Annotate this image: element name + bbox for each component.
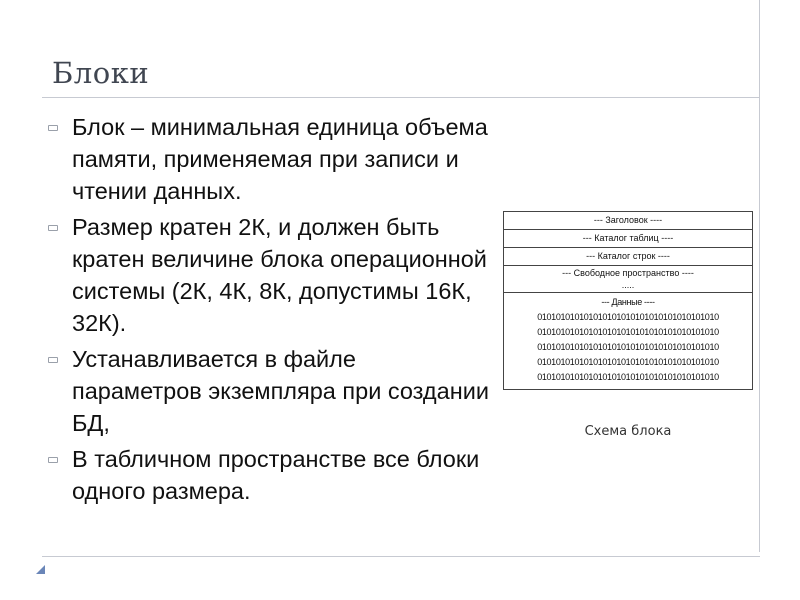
bullet-text: Размер кратен 2К, и должен быть кратен величине блока операционной системы (2К, 4К, 8К, допустимы 16К, 32К). bbox=[72, 214, 487, 336]
bullet-text: Устанавливается в файле параметров экземпляра при создании БД, bbox=[72, 346, 489, 436]
free-space-dots: ..... bbox=[621, 280, 635, 290]
frame-top-line bbox=[42, 97, 760, 98]
data-bits-row: 010101010101010101010101010101010101010 bbox=[537, 372, 719, 382]
bullet-item bbox=[46, 211, 492, 339]
data-label: --- Данные ---- bbox=[601, 297, 655, 307]
row-catalog-segment: --- Каталог строк ---- bbox=[504, 248, 752, 266]
frame-bottom-line bbox=[42, 556, 760, 557]
data-bits-row: 010101010101010101010101010101010101010 bbox=[537, 312, 719, 322]
free-space-label: --- Свободное пространство ---- bbox=[562, 268, 694, 278]
table-catalog-segment: --- Каталог таблиц ---- bbox=[504, 230, 752, 248]
bullet-text: В табличном пространстве все блоки одного размера. bbox=[72, 446, 480, 504]
data-bits-row: 010101010101010101010101010101010101010 bbox=[537, 327, 719, 337]
bullet-icon bbox=[48, 225, 58, 231]
bullet-item bbox=[46, 111, 492, 207]
diagram-caption: Схема блока bbox=[584, 424, 672, 439]
bullet-icon bbox=[48, 125, 58, 131]
block-structure-diagram bbox=[503, 211, 753, 390]
data-segment bbox=[504, 293, 752, 389]
bullet-text: Блок – минимальная единица объема памяти, применяемая при записи и чтении данных. bbox=[72, 114, 488, 204]
corner-triangle-icon bbox=[36, 565, 45, 574]
bullet-list bbox=[46, 111, 492, 511]
bullet-icon bbox=[48, 357, 58, 363]
bullet-item bbox=[46, 443, 492, 507]
bullet-icon bbox=[48, 457, 58, 463]
frame-right-line bbox=[759, 0, 760, 552]
slide-title: Блоки bbox=[52, 56, 150, 90]
bullet-item bbox=[46, 343, 492, 439]
data-bits-row: 010101010101010101010101010101010101010 bbox=[537, 342, 719, 352]
data-bits-row: 010101010101010101010101010101010101010 bbox=[537, 357, 719, 367]
free-space-segment bbox=[504, 266, 752, 293]
block-header-segment: --- Заголовок ---- bbox=[504, 212, 752, 230]
